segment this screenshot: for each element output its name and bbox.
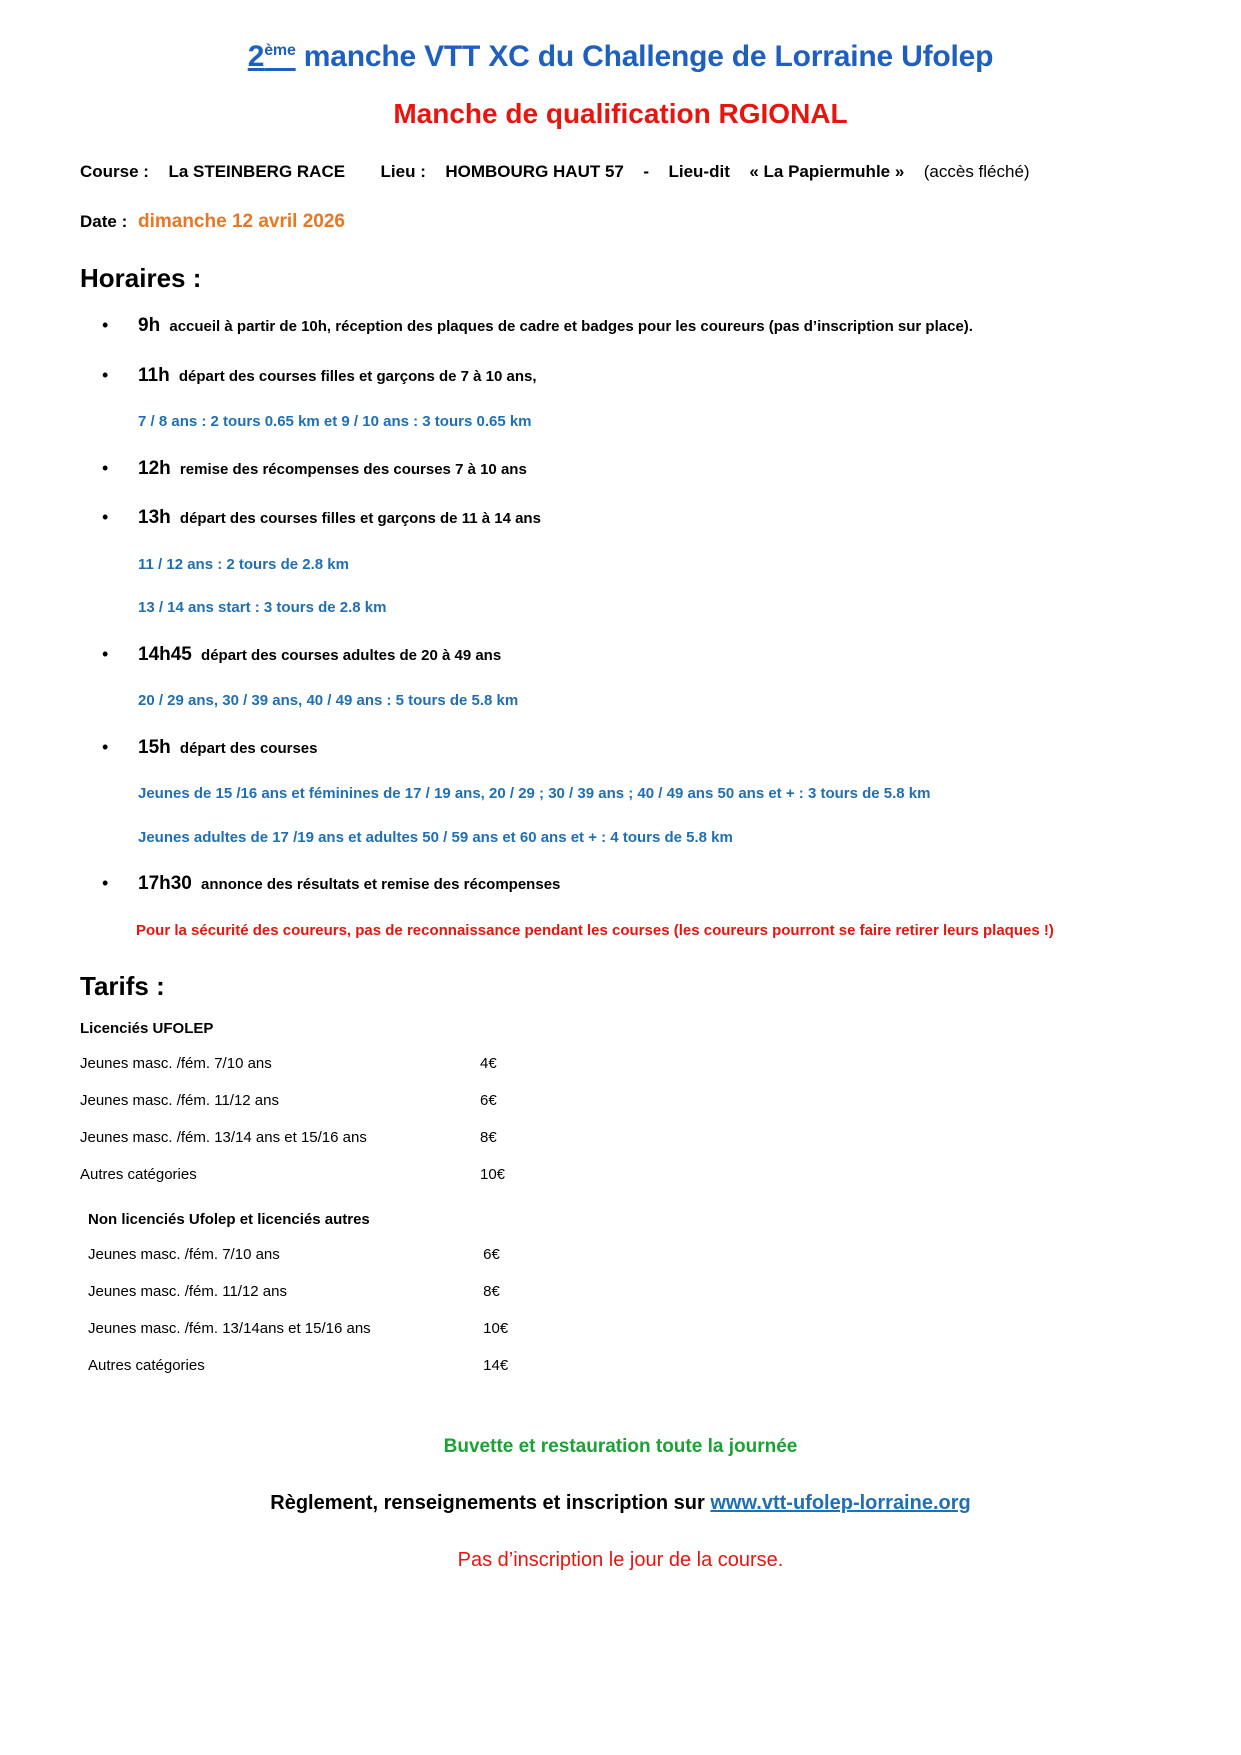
bullet-icon: •	[102, 736, 109, 757]
schedule-list	[80, 312, 1161, 899]
schedule-desc: accueil à partir de 10h, réception des plaques de cadre et badges pour les coureurs (pas d’inscription sur place).	[169, 318, 973, 336]
tarif-label: Jeunes masc. /fém. 11/12 ans	[88, 1282, 287, 1300]
schedule-desc: remise des récompenses des courses 7 à 10 ans	[179, 460, 527, 478]
tarif-price: 4€	[480, 1054, 497, 1072]
lieu-label: Lieu :	[380, 161, 426, 181]
course-value: La STEINBERG RACE	[168, 161, 346, 181]
title-ordinal-suffix: ème	[264, 42, 296, 59]
bullet-icon: •	[102, 364, 109, 385]
list-item	[80, 641, 1161, 713]
tarif-price: 10€	[483, 1319, 509, 1337]
lieu-dash: -	[643, 161, 650, 181]
lieudit-label: Lieu-dit	[668, 161, 730, 181]
tarif-label: Jeunes masc. /fém. 7/10 ans	[80, 1054, 272, 1072]
table-row	[80, 1236, 720, 1273]
list-item	[80, 312, 1161, 341]
website-link[interactable]: www.vtt-ufolep-lorraine.org	[710, 1491, 971, 1514]
page-subtitle: Manche de qualification RGIONAL	[393, 97, 848, 129]
date-label: Date :	[80, 212, 128, 232]
bullet-icon: •	[102, 643, 109, 664]
tarif-price: 6€	[483, 1245, 500, 1263]
lieudit-note: (accès fléché)	[923, 161, 1030, 181]
course-label: Course :	[80, 161, 149, 181]
list-item	[80, 870, 1161, 899]
footer	[80, 1436, 1161, 1572]
table-row	[80, 1273, 720, 1310]
list-item	[80, 734, 1161, 850]
table-row	[80, 1045, 720, 1082]
tarif-table-non-licencies	[80, 1236, 720, 1384]
date-value: dimanche 12 avril 2026	[137, 211, 345, 233]
lieu-value: HOMBOURG HAUT 57	[445, 161, 624, 181]
list-item	[80, 455, 1161, 484]
list-item	[80, 362, 1161, 434]
tarif-table-licencies	[80, 1045, 720, 1193]
table-row	[80, 1156, 720, 1193]
schedule-time: 15h	[138, 736, 171, 758]
bullet-icon: •	[102, 457, 109, 478]
footer-no-inscription-text: Pas d’inscription le jour de la course.	[457, 1548, 784, 1571]
schedule-row	[138, 455, 1161, 484]
tarif-group-title-non-licencies: Non licenciés Ufolep et licenciés autres	[88, 1210, 370, 1228]
section-heading-horaires: Horaires :	[80, 263, 202, 294]
schedule-time: 11h	[138, 364, 170, 386]
section-heading-tarifs: Tarifs :	[80, 970, 165, 1001]
page-title	[80, 38, 1161, 76]
schedule-detail: 20 / 29 ans, 30 / 39 ans, 40 / 49 ans : 5 tours de 5.8 km	[138, 692, 519, 710]
tarif-label: Jeunes masc. /fém. 7/10 ans	[88, 1245, 280, 1263]
schedule-desc: départ des courses filles et garçons de 11 à 14 ans	[179, 510, 541, 528]
bullet-icon: •	[102, 315, 109, 336]
title-prefix: 2	[247, 40, 265, 73]
date-line	[80, 211, 1161, 233]
tarif-label: Autres catégories	[88, 1356, 205, 1374]
lieudit-value: « La Papiermuhle »	[749, 161, 905, 181]
bullet-icon: •	[102, 507, 109, 528]
schedule-row	[138, 641, 1161, 670]
tarif-price: 6€	[480, 1091, 497, 1109]
schedule-detail: Jeunes adultes de 17 /19 ans et adultes 50 / 59 ans et 60 ans et + : 4 tours de 5.8 km	[138, 828, 733, 846]
tarif-label: Autres catégories	[80, 1165, 197, 1183]
table-row	[80, 1310, 720, 1347]
schedule-time: 12h	[138, 457, 171, 479]
schedule-time: 17h30	[138, 873, 192, 895]
schedule-desc: départ des courses	[179, 739, 318, 757]
tarif-price: 8€	[483, 1282, 500, 1300]
table-row	[80, 1119, 720, 1156]
schedule-detail: 11 / 12 ans : 2 tours de 2.8 km	[138, 555, 349, 573]
tarif-price: 8€	[480, 1128, 497, 1146]
schedule-row	[138, 504, 1161, 533]
tarif-price: 10€	[480, 1165, 506, 1183]
schedule-row	[138, 870, 1161, 899]
schedule-row	[138, 312, 1161, 341]
tarif-label: Jeunes masc. /fém. 13/14ans et 15/16 ans	[88, 1319, 371, 1337]
schedule-time: 13h	[138, 507, 171, 529]
schedule-desc: départ des courses filles et garçons de 7 à 10 ans,	[178, 367, 537, 385]
schedule-detail: 13 / 14 ans start : 3 tours de 2.8 km	[138, 599, 387, 617]
schedule-time: 14h45	[138, 643, 192, 665]
schedule-desc: départ des courses adultes de 20 à 49 ans	[201, 646, 502, 664]
schedule-detail: 7 / 8 ans : 2 tours 0.65 km et 9 / 10 ans : 3 tours 0.65 km	[138, 413, 532, 431]
footer-reglement-prefix: Règlement, renseignements et inscription sur	[270, 1491, 711, 1514]
table-row	[80, 1347, 720, 1384]
tarif-price: 14€	[483, 1356, 509, 1374]
schedule-row	[138, 734, 1161, 763]
title-rest: manche VTT XC du Challenge de Lorraine Ufolep	[295, 40, 994, 73]
schedule-row	[138, 362, 1161, 391]
safety-warning: Pour la sécurité des coureurs, pas de reconnaissance pendant les courses (les coureurs pourront se faire retirer leurs plaques !)	[136, 921, 1054, 939]
schedule-time: 9h	[138, 315, 161, 337]
table-row	[80, 1082, 720, 1119]
tarif-group-title-licencies: Licenciés UFOLEP	[80, 1019, 214, 1037]
schedule-detail: Jeunes de 15 /16 ans et féminines de 17 / 19 ans, 20 / 29 ; 30 / 39 ans ; 40 / 49 ans 50 ans et + : 3 tours de 5.8 km	[138, 785, 931, 803]
footer-reglement-line	[80, 1492, 1161, 1515]
list-item	[80, 504, 1161, 620]
tarif-label: Jeunes masc. /fém. 11/12 ans	[80, 1091, 279, 1109]
schedule-desc: annonce des résultats et remise des récompenses	[201, 876, 561, 894]
course-info-line	[80, 160, 1161, 184]
bullet-icon: •	[102, 873, 109, 894]
tarif-label: Jeunes masc. /fém. 13/14 ans et 15/16 ans	[80, 1128, 367, 1146]
footer-buvette-text: Buvette et restauration toute la journée	[443, 1435, 798, 1457]
